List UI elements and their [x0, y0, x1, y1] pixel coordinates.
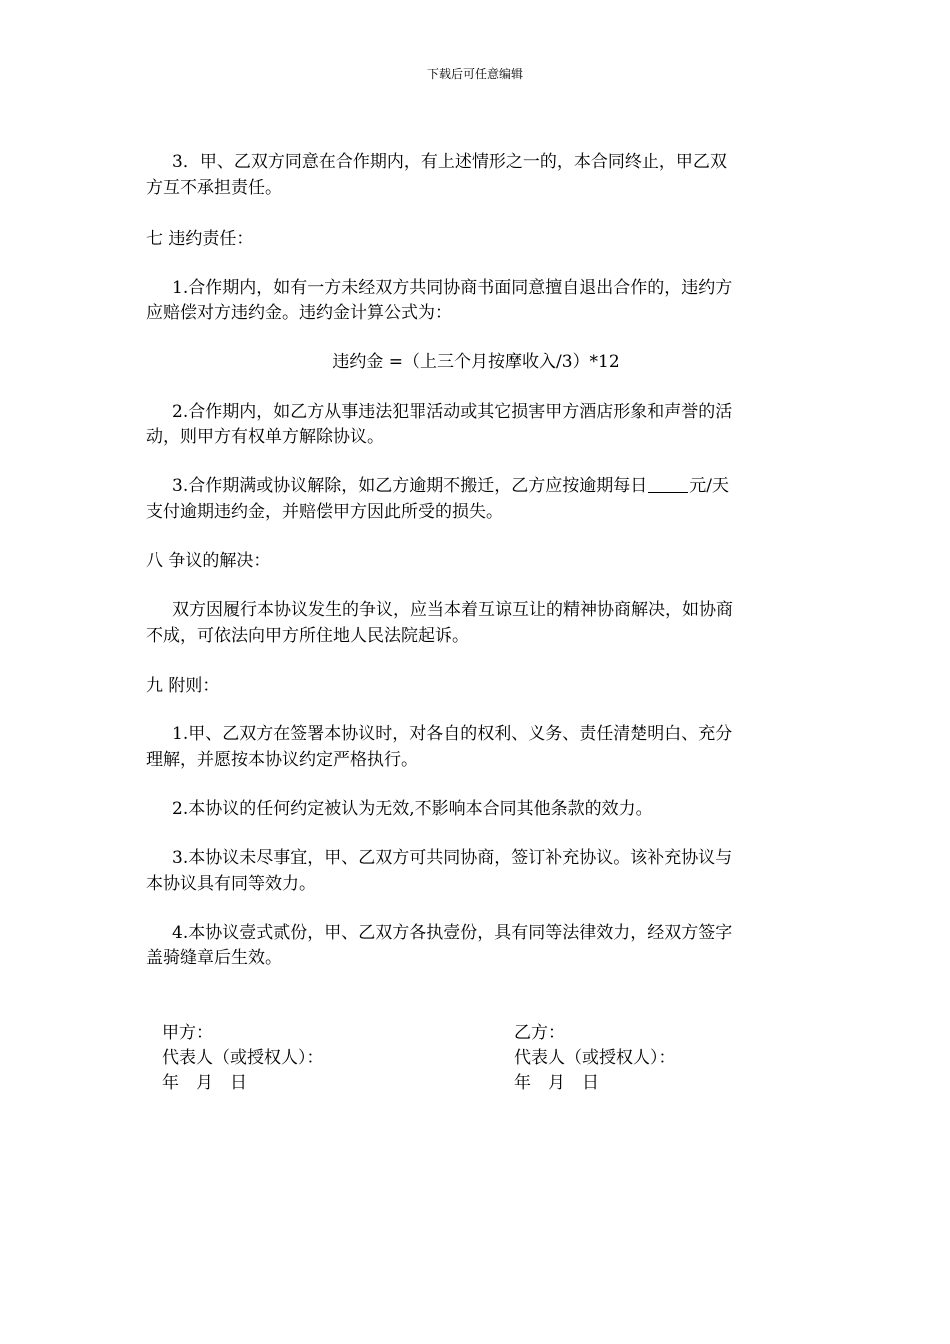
clause-7-3-line-2: 支付逾期违约金，并赔偿甲方因此所受的损失。 — [146, 502, 503, 522]
clause-7-2-line-2: 动，则甲方有权单方解除协议。 — [146, 427, 384, 447]
clause-6-3-line-1: 3．甲、乙双方同意在合作期内，有上述情形之一的，本合同终止，甲乙双 — [172, 152, 727, 172]
clause-7-1-line-1: 1.合作期内，如有一方未经双方共同协商书面同意擅自退出合作的，违约方 — [172, 278, 733, 298]
clause-8-line-1: 双方因履行本协议发生的争议，应当本着互谅互让的精神协商解决，如协商 — [172, 600, 733, 620]
clause-7-3-text-a: 3.合作期满或协议解除，如乙方逾期不搬迁，乙方应按逾期每日 — [172, 476, 648, 496]
party-a-date: 年 月 日 — [162, 1073, 247, 1093]
daily-amount-blank — [648, 476, 688, 493]
clause-9-1-line-1: 1.甲、乙双方在签署本协议时，对各自的权利、义务、责任清楚明白、充分 — [172, 724, 733, 744]
party-b-representative: 代表人（或授权人）： — [514, 1048, 676, 1068]
clause-9-4-line-1: 4.本协议壹式贰份，甲、乙双方各执壹份，具有同等法律效力，经双方签字 — [172, 923, 733, 943]
section-9-heading: 九 附则： — [146, 676, 220, 696]
clause-7-1-line-2: 应赔偿对方违约金。违约金计算公式为： — [146, 303, 452, 323]
clause-7-3-line-1 — [172, 474, 832, 498]
clause-9-3-line-2: 本协议具有同等效力。 — [146, 874, 316, 894]
clause-8-line-2: 不成，可依法向甲方所住地人民法院起诉。 — [146, 626, 469, 646]
penalty-formula: 违约金 =（上三个月按摩收入/3）*12 — [332, 352, 620, 372]
clause-9-4-line-2: 盖骑缝章后生效。 — [146, 948, 282, 968]
clause-9-1-line-2: 理解，并愿按本协议约定严格执行。 — [146, 750, 418, 770]
clause-9-2-line-1: 2.本协议的任何约定被认为无效,不影响本合同其他条款的效力。 — [172, 799, 653, 819]
clause-7-3-text-b: 元/天 — [689, 476, 729, 496]
clause-7-2-line-1: 2.合作期内，如乙方从事违法犯罪活动或其它损害甲方酒店形象和声誉的活 — [172, 402, 733, 422]
section-7-heading: 七 违约责任： — [146, 229, 254, 249]
clause-9-3-line-1: 3.本协议未尽事宜，甲、乙双方可共同协商，签订补充协议。该补充协议与 — [172, 848, 733, 868]
party-b-date: 年 月 日 — [514, 1073, 599, 1093]
party-a-representative: 代表人（或授权人）： — [162, 1048, 324, 1068]
party-b-label: 乙方： — [514, 1023, 565, 1043]
section-8-heading: 八 争议的解决： — [146, 551, 271, 571]
clause-6-3-line-2: 方互不承担责任。 — [146, 178, 282, 198]
header-note: 下载后可任意编辑 — [426, 67, 523, 81]
party-a-label: 甲方： — [162, 1023, 213, 1043]
